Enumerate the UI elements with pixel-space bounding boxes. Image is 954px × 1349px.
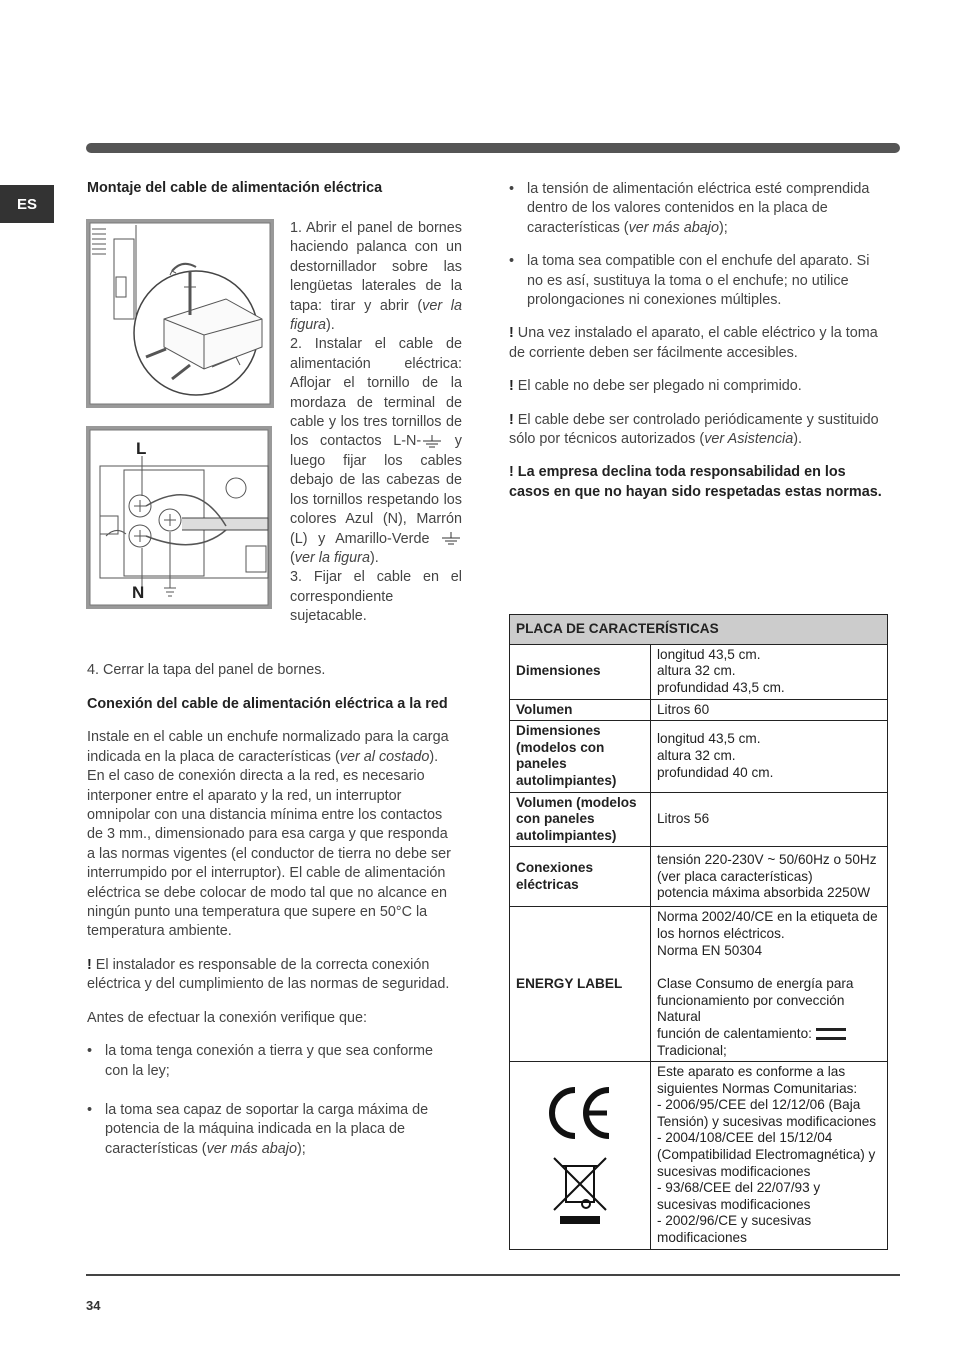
warning-accessible: ! Una vez instalado el aparato, el cable eléctrico y la toma de corriente deben ser fácilmente accesibles.: [509, 325, 878, 361]
table-row: Dimensiones longitud 43,5 cm. altura 32 cm. profundidad 43,5 cm.: [510, 644, 888, 699]
spec-table: [509, 614, 888, 1250]
section-heading-mounting: Montaje del cable de alimentación eléctrica: [87, 180, 383, 196]
section-heading-connection: Conexión del cable de alimentación eléctrica a la red: [87, 696, 448, 712]
terminal-box-figure: [86, 219, 274, 408]
page-number: 34: [86, 1298, 101, 1313]
list-item: • la toma sea capaz de soportar la carga máxima de potencia de la máquina indicada en la placa de características (ver más abajo);: [87, 1101, 429, 1157]
table-row: Volumen (modelos con paneles autolimpiantes) Litros 56: [510, 792, 888, 847]
energy-class-bars-icon: [816, 1027, 846, 1041]
right-column: [509, 180, 889, 502]
mounting-steps: [290, 219, 462, 627]
neutral-label: N: [132, 583, 145, 602]
warning-not-bent: ! El cable no debe ser plegado ni comprimido.: [509, 378, 802, 395]
step-2: 2. Instalar el cable de alimentación eléctrica: Aflojar el tornillo de la mordaza de terminal de cable y los tres tornillos de los contactos L-N- y luego fijar los cables debajo de las cabezas de los tornillos respetando los colores Azul (N), Marrón (L) y Amarillo-Verde (ver la figura).: [290, 336, 462, 566]
warning-installer: ! El instalador es responsable de la correcta conexión eléctrica y del cumplimiento de las normas de seguridad.: [87, 956, 450, 993]
warning-liability: ! La empresa declina toda responsabilidad en los casos en que no hayan sido respetadas estas normas.: [509, 464, 882, 500]
weee-bin-icon: [550, 1156, 610, 1226]
step-4: 4. Cerrar la tapa del panel de bornes.: [87, 662, 326, 678]
table-row-energy: ENERGY LABEL Norma 2002/40/CE en la etiqueta de los hornos eléctricos. Norma EN 50304 Clase Consumo de energía para funcionamiento por convección Natural función de calentamiento: Tradicional;: [510, 907, 888, 1062]
list-item: • la toma tenga conexión a tierra y que sea conforme con la ley;: [87, 1043, 433, 1079]
top-rule: [86, 143, 900, 153]
spec-table-header: PLACA DE CARACTERÍSTICAS: [510, 615, 888, 645]
warning-inspection: ! El cable debe ser controlado periódicamente y sustituido sólo por técnicos autorizados (ver Asistencia).: [509, 411, 879, 448]
list-item: • la tensión de alimentación eléctrica esté comprendida dentro de los valores contenidos en la placa de características (ver más abajo);: [509, 181, 870, 236]
language-tab: ES: [0, 185, 54, 223]
list-item: • la toma sea compatible con el enchufe del aparato. Si no es así, sustituya la toma o el enchufe; no utilice prolongaciones ni conexiones múltiples.: [509, 253, 870, 309]
para-direct-connection: En el caso de conexión directa a la red, es necesario interponer entre el aparato y la red, un interruptor omnipolar con una distancia mínima entre los contactos de 3 mm., dimensionado para esa carga y que responda a las normas vigentes (el conductor de tierra no debe ser interrumpido por el interruptor). El cable de alimentación eléctrica se debe colocar de modo tal que no alcance en ningún punto una temperatura que supere en 50°C la temperatura ambiente.: [87, 768, 451, 940]
live-label: L: [136, 439, 147, 458]
step-1: 1. Abrir el panel de bornes haciendo palanca con un destornillador sobre las lengüetas laterales de la tapa: tirar y abrir (ver la figura).: [290, 220, 462, 334]
table-row-ce: Este aparato es conforme a las siguientes Normas Comunitarias: - 2006/95/CEE del 12/12/06 (Baja Tensión) y sucesivas modificaciones - 2004/108/CEE del 15/12/04 (Compatibilidad Electromagnética) y sucesivas modificaciones - 93/68/CEE del 22/07/93 y sucesivas modificaciones - 2002/96/CE y sucesivas modificaciones: [510, 1062, 888, 1250]
ground-symbol-icon: [440, 532, 462, 546]
para-plug: Instale en el cable un enchufe normalizado para la carga indicada en la placa de características (ver al costado).: [87, 729, 449, 765]
step-3: 3. Fijar el cable en el correspondiente sujetacable.: [290, 569, 462, 625]
table-row: Volumen Litros 60: [510, 699, 888, 721]
bottom-rule: [86, 1274, 900, 1276]
para-verify: Antes de efectuar la conexión verifique que:: [87, 1009, 367, 1026]
terminal-block-figure: [86, 426, 272, 609]
connection-section: [87, 695, 457, 1159]
table-row: Conexiones eléctricas tensión 220-230V ~ 50/60Hz o 50Hz (ver placa características) potencia máxima absorbida 2250W: [510, 847, 888, 907]
ground-symbol-icon: [421, 435, 443, 449]
table-row: Dimensiones (modelos con paneles autolimpiantes) longitud 43,5 cm. altura 32 cm. profundidad 40 cm.: [510, 721, 888, 792]
